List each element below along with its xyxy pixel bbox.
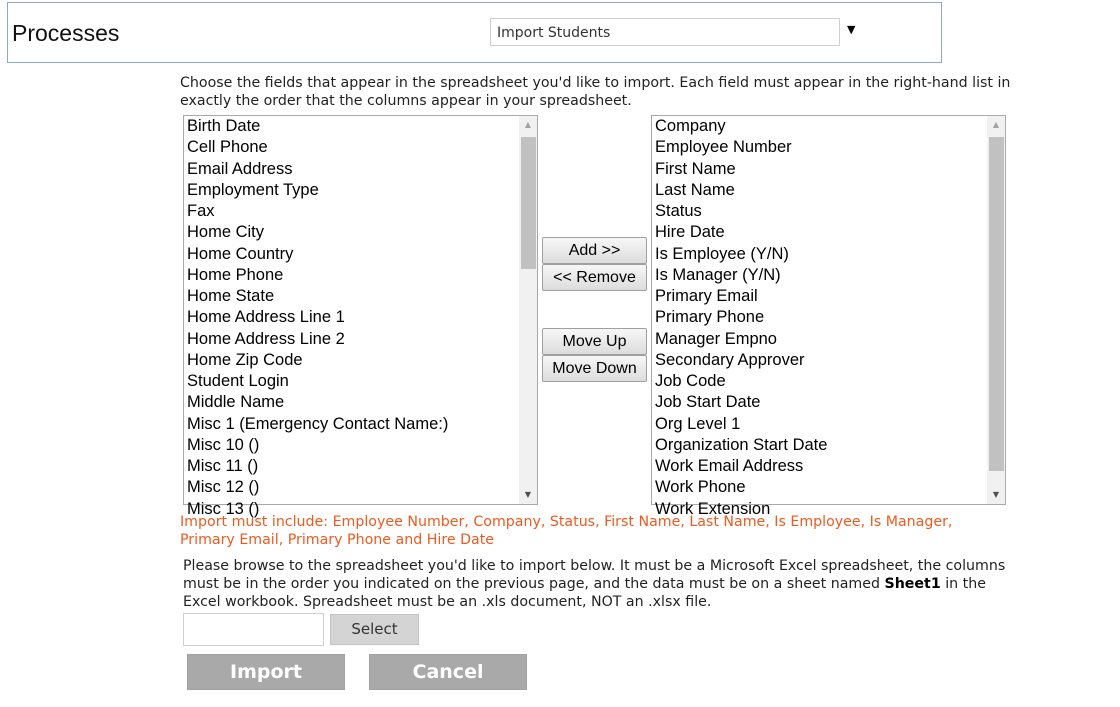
browse-text-after: in the Excel workbook. Spreadsheet must be an .xls document, NOT an .xlsx file. bbox=[183, 576, 986, 610]
scroll-thumb[interactable] bbox=[989, 137, 1004, 471]
scroll-down-arrow-icon[interactable]: ▼ bbox=[524, 490, 532, 499]
list-option[interactable]: Hire Date bbox=[655, 223, 725, 242]
processes-header bbox=[7, 2, 942, 63]
list-option[interactable]: Job Code bbox=[655, 372, 726, 390]
remove-button[interactable]: << Remove bbox=[542, 264, 647, 291]
list-option[interactable]: Is Manager (Y/N) bbox=[655, 265, 781, 284]
list-option[interactable]: Home State bbox=[187, 287, 275, 305]
list-option[interactable]: Work Extension bbox=[655, 499, 771, 518]
list-option[interactable]: Middle Name bbox=[187, 393, 285, 412]
list-option[interactable]: Secondary Approver bbox=[655, 350, 805, 369]
page-title: Processes bbox=[12, 20, 120, 46]
select-file-button[interactable]: Select bbox=[330, 614, 419, 645]
selected-fields-list[interactable] bbox=[651, 115, 1006, 518]
instructions-text: Choose the fields that appear in the spreadsheet you'd like to import. Each field must appear in the right-hand list in exactly the order that the columns appear in your spreadsheet. bbox=[180, 75, 1011, 109]
list-option[interactable]: Home Address Line 2 bbox=[187, 329, 345, 348]
list-option[interactable]: Home City bbox=[187, 223, 265, 242]
dropdown-arrow-icon[interactable]: ▼ bbox=[847, 23, 856, 36]
scroll-up-arrow-icon[interactable]: ▲ bbox=[524, 120, 532, 129]
list-option[interactable]: Misc 11 () bbox=[187, 457, 259, 475]
list-option[interactable]: Organization Start Date bbox=[655, 435, 828, 454]
list-option[interactable]: Student Login bbox=[187, 372, 289, 390]
list-option[interactable]: Status bbox=[655, 202, 702, 220]
add-button[interactable]: Add >> bbox=[542, 237, 647, 264]
move-down-button[interactable]: Move Down bbox=[542, 355, 647, 382]
file-path-input[interactable] bbox=[183, 613, 324, 646]
scroll-thumb[interactable] bbox=[521, 137, 536, 269]
list-option[interactable]: Primary Email bbox=[655, 287, 758, 305]
list-option[interactable]: Work Email Address bbox=[655, 457, 804, 475]
list-option[interactable]: Misc 12 () bbox=[187, 478, 260, 497]
list-option[interactable]: Email Address bbox=[187, 159, 293, 178]
browse-text-before: Please browse to the spreadsheet you'd like to import below. It must be a Microsoft Excel spreadsheet, the columns must be in the order you indicated on the previous page, and the data must be on a sheet named bbox=[183, 558, 1006, 592]
list-option[interactable]: Home Country bbox=[187, 244, 294, 263]
list-option[interactable]: Is Employee (Y/N) bbox=[655, 244, 789, 263]
list-option[interactable]: Misc 10 () bbox=[187, 435, 260, 454]
selected-fields-items bbox=[652, 116, 987, 518]
list-option[interactable]: Org Level 1 bbox=[655, 414, 741, 433]
selected-fields-scrollbar[interactable] bbox=[987, 116, 1005, 504]
list-option[interactable]: Work Phone bbox=[655, 478, 746, 497]
list-option[interactable]: Cell Phone bbox=[187, 138, 268, 157]
list-option[interactable]: Misc 1 (Emergency Contact Name:) bbox=[187, 414, 449, 433]
list-option[interactable]: Fax bbox=[187, 202, 215, 220]
list-option[interactable]: Company bbox=[655, 117, 726, 135]
available-fields-items bbox=[184, 116, 519, 518]
list-option[interactable]: Home Address Line 1 bbox=[187, 308, 345, 327]
list-option[interactable]: Job Start Date bbox=[655, 393, 761, 412]
move-up-button[interactable]: Move Up bbox=[542, 328, 647, 355]
process-select[interactable]: Import Students bbox=[490, 18, 840, 46]
list-option[interactable]: Last Name bbox=[655, 180, 735, 199]
list-option[interactable]: Manager Empno bbox=[655, 329, 777, 348]
browse-instructions bbox=[183, 557, 1013, 611]
required-fields-message: Import must include: Employee Number, Company, Status, First Name, Last Name, Is Employee, Is Manager, Primary Email, Primary Phone and Hire Date bbox=[180, 514, 953, 548]
scroll-down-arrow-icon[interactable]: ▼ bbox=[992, 490, 1000, 499]
list-option[interactable]: Birth Date bbox=[187, 117, 261, 135]
import-button[interactable]: Import bbox=[187, 654, 345, 690]
list-option[interactable]: First Name bbox=[655, 159, 736, 178]
available-fields-scrollbar[interactable] bbox=[519, 116, 537, 504]
list-option[interactable]: Home Phone bbox=[187, 265, 284, 284]
list-option[interactable]: Misc 13 () bbox=[187, 499, 260, 518]
list-option[interactable]: Home Zip Code bbox=[187, 350, 303, 369]
list-option[interactable]: Employee Number bbox=[655, 138, 792, 157]
scroll-up-arrow-icon[interactable]: ▲ bbox=[992, 120, 1000, 129]
list-option[interactable]: Primary Phone bbox=[655, 308, 765, 327]
available-fields-list[interactable] bbox=[183, 115, 538, 518]
sheet-name: Sheet1 bbox=[884, 576, 941, 592]
cancel-button[interactable]: Cancel bbox=[369, 654, 527, 690]
list-option[interactable]: Employment Type bbox=[187, 180, 319, 199]
